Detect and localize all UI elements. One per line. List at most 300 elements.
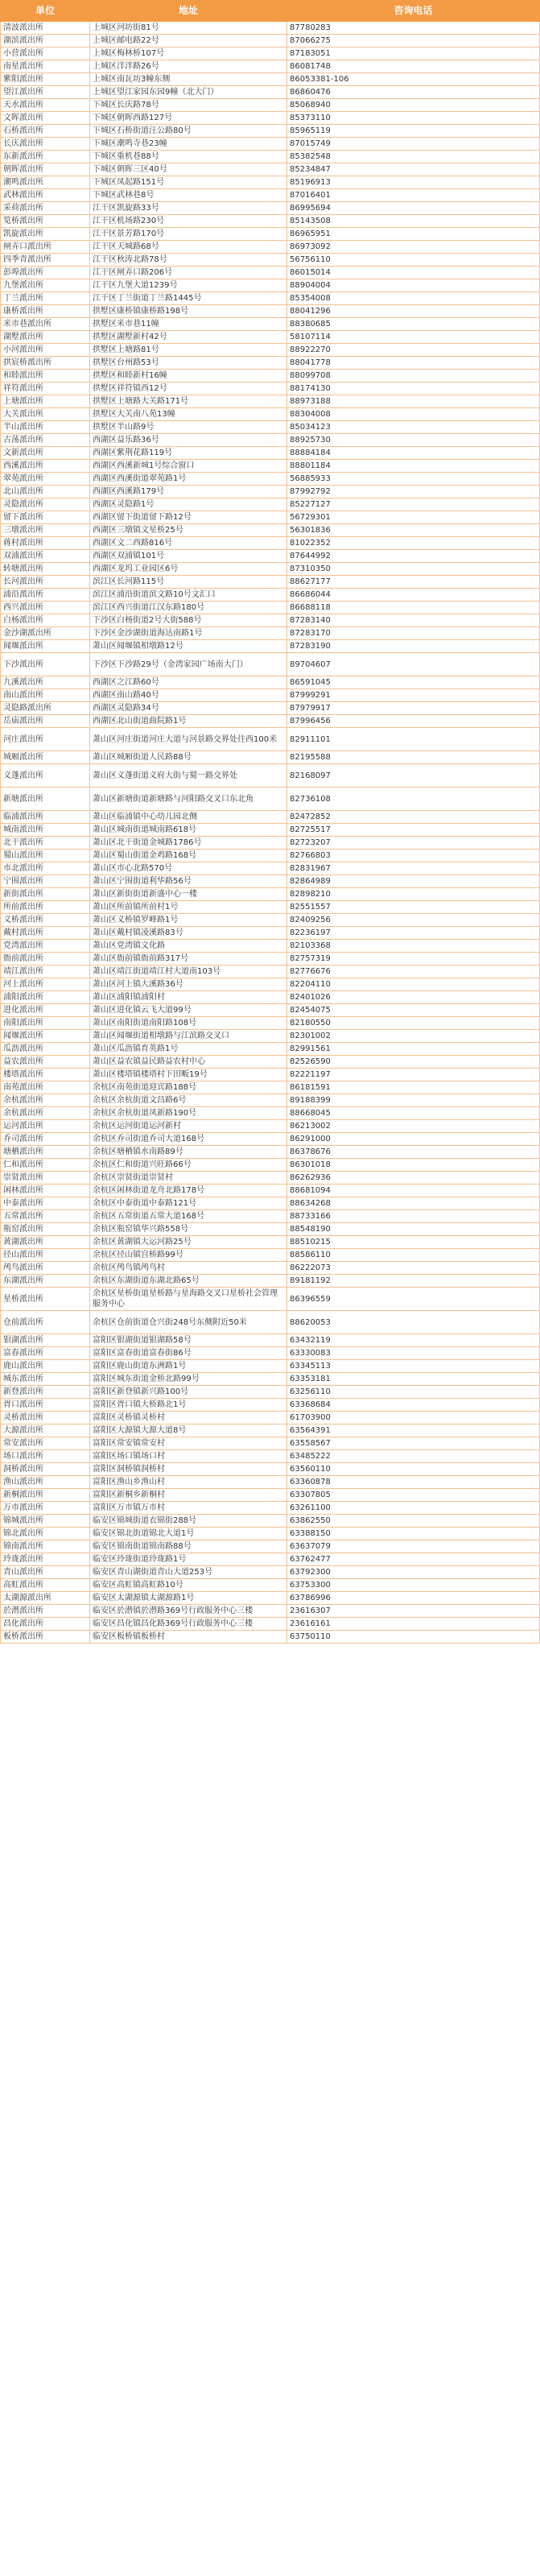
cell-unit: 新桐派出所	[1, 1489, 90, 1502]
cell-unit: 三墩派出所	[1, 524, 90, 537]
cell-address: 西湖区之江路60号	[90, 676, 287, 689]
cell-address: 西湖区西溪街道翠苑路1号	[90, 473, 287, 486]
table-row	[1, 751, 540, 764]
table-row	[1, 888, 540, 901]
cell-address: 余杭区径山镇宫桥路99号	[90, 1249, 287, 1262]
table-row	[1, 1094, 540, 1107]
cell-phone: 63564391	[287, 1424, 540, 1437]
cell-address: 西湖区益乐路36号	[90, 434, 287, 447]
cell-unit: 银湖派出所	[1, 1334, 90, 1347]
cell-address: 余杭区鸬鸟镇鸬鸟村	[90, 1262, 287, 1275]
cell-unit: 南山派出所	[1, 689, 90, 702]
table-row	[1, 1056, 540, 1069]
cell-unit: 闲林派出所	[1, 1185, 90, 1197]
table-row	[1, 22, 540, 35]
cell-unit: 城东派出所	[1, 1373, 90, 1386]
cell-unit: 采荷派出所	[1, 202, 90, 215]
cell-unit: 锦南派出所	[1, 1540, 90, 1553]
table-row	[1, 305, 540, 318]
table-row	[1, 1463, 540, 1476]
table-row	[1, 875, 540, 888]
table-row	[1, 370, 540, 382]
cell-phone: 85227127	[287, 498, 540, 511]
cell-unit: 益农派出所	[1, 1056, 90, 1069]
cell-address: 萧山区闻堰街道相墩路与江滨路交叉口	[90, 1030, 287, 1043]
cell-unit: 戴村派出所	[1, 927, 90, 940]
table-row	[1, 292, 540, 305]
cell-address: 临安区玲珑街道玲珑路1号	[90, 1553, 287, 1566]
table-row	[1, 862, 540, 875]
cell-address: 临安区青山湖街道青山大道253号	[90, 1566, 287, 1579]
table-row	[1, 640, 540, 653]
cell-unit: 九堡派出所	[1, 279, 90, 292]
cell-phone: 82526590	[287, 1056, 540, 1069]
cell-phone: 63786996	[287, 1592, 540, 1605]
cell-unit: 双浦派出所	[1, 550, 90, 563]
cell-unit: 河上派出所	[1, 978, 90, 991]
cell-unit: 大源派出所	[1, 1424, 90, 1437]
cell-phone: 88733166	[287, 1210, 540, 1223]
cell-address: 萧山区新塘街道新塘路与河阳路交叉口东北角	[90, 788, 287, 811]
cell-phone: 82898210	[287, 888, 540, 901]
cell-unit: 闸弄口派出所	[1, 241, 90, 254]
cell-address: 拱墅区米市巷11幢	[90, 318, 287, 331]
cell-address: 拱墅区上塘路81号	[90, 344, 287, 357]
cell-phone: 86262936	[287, 1172, 540, 1185]
cell-unit: 新塘派出所	[1, 788, 90, 811]
cell-unit: 所前派出所	[1, 901, 90, 914]
table-row	[1, 589, 540, 602]
cell-phone: 88620053	[287, 1311, 540, 1334]
table-row	[1, 486, 540, 498]
cell-address: 拱墅区半山路9号	[90, 421, 287, 434]
cell-unit: 灵隐路派出所	[1, 702, 90, 715]
cell-phone: 88904004	[287, 279, 540, 292]
cell-address: 临安区锦城街道衣锦街288号	[90, 1515, 287, 1528]
table-row	[1, 824, 540, 837]
table-row	[1, 901, 540, 914]
cell-phone: 88925730	[287, 434, 540, 447]
cell-unit: 市北派出所	[1, 862, 90, 875]
table-row	[1, 73, 540, 86]
cell-address: 富阳区城东街道金桥北路99号	[90, 1373, 287, 1386]
cell-unit: 清波派出所	[1, 22, 90, 35]
cell-unit: 西溪派出所	[1, 460, 90, 473]
cell-phone: 63558567	[287, 1437, 540, 1450]
cell-phone: 85143508	[287, 215, 540, 228]
cell-unit: 楼塔派出所	[1, 1069, 90, 1081]
cell-phone: 82911101	[287, 728, 540, 751]
table-row	[1, 1631, 540, 1644]
cell-address: 萧山区楼塔镇楼塔村下田畈19号	[90, 1069, 287, 1081]
cell-phone: 58107114	[287, 331, 540, 344]
cell-unit: 衙前派出所	[1, 953, 90, 965]
cell-unit: 白杨派出所	[1, 614, 90, 627]
cell-unit: 南星派出所	[1, 60, 90, 73]
table-row	[1, 241, 540, 254]
cell-address: 萧山区城南街道城南路618号	[90, 824, 287, 837]
cell-phone: 88548190	[287, 1223, 540, 1236]
table-row	[1, 1553, 540, 1566]
table-row	[1, 1311, 540, 1334]
table-row	[1, 991, 540, 1004]
cell-unit: 於潜派出所	[1, 1605, 90, 1618]
header-address: 地址	[90, 1, 287, 22]
table-row	[1, 702, 540, 715]
table-row	[1, 1120, 540, 1133]
table-row	[1, 676, 540, 689]
cell-phone: 63261100	[287, 1502, 540, 1515]
cell-phone: 88973188	[287, 395, 540, 408]
cell-address: 西湖区西溪新城1号综合窗口	[90, 460, 287, 473]
cell-address: 上城区南瓦坊3幢东侧	[90, 73, 287, 86]
table-row	[1, 1592, 540, 1605]
cell-address: 江干区秋涛北路78号	[90, 254, 287, 267]
cell-address: 临安区昌化镇昌化路369号行政服务中心三楼	[90, 1618, 287, 1631]
table-row	[1, 1133, 540, 1146]
cell-unit: 新登派出所	[1, 1386, 90, 1399]
table-row	[1, 1360, 540, 1373]
cell-unit: 岳庙派出所	[1, 715, 90, 728]
table-row	[1, 395, 540, 408]
table-row	[1, 408, 540, 421]
table-row	[1, 1540, 540, 1553]
cell-unit: 党湾派出所	[1, 940, 90, 953]
table-row	[1, 1081, 540, 1094]
cell-phone: 82864989	[287, 875, 540, 888]
header-unit: 单位	[1, 1, 90, 22]
cell-phone: 82454075	[287, 1004, 540, 1017]
cell-unit: 望江派出所	[1, 86, 90, 99]
cell-phone: 88099708	[287, 370, 540, 382]
table-row	[1, 1159, 540, 1172]
cell-phone: 63792300	[287, 1566, 540, 1579]
cell-unit: 浦阳派出所	[1, 991, 90, 1004]
cell-unit: 紫阳派出所	[1, 73, 90, 86]
cell-unit: 锦城派出所	[1, 1515, 90, 1528]
cell-unit: 南苑派出所	[1, 1081, 90, 1094]
table-row	[1, 357, 540, 370]
table-row	[1, 460, 540, 473]
cell-phone: 82723207	[287, 837, 540, 850]
cell-unit: 黄湖派出所	[1, 1236, 90, 1249]
cell-phone: 82180550	[287, 1017, 540, 1030]
cell-phone: 87283140	[287, 614, 540, 627]
cell-phone: 82301002	[287, 1030, 540, 1043]
cell-unit: 笕桥派出所	[1, 215, 90, 228]
cell-address: 萧山区临浦镇中心幼儿园北侧	[90, 811, 287, 824]
cell-unit: 石桥派出所	[1, 125, 90, 138]
table-row	[1, 1618, 540, 1631]
cell-phone: 63345113	[287, 1360, 540, 1373]
table-row	[1, 576, 540, 589]
cell-unit: 太湖源派出所	[1, 1592, 90, 1605]
cell-unit: 场口派出所	[1, 1450, 90, 1463]
cell-phone: 86181591	[287, 1081, 540, 1094]
cell-unit: 四季青派出所	[1, 254, 90, 267]
cell-phone: 82757319	[287, 953, 540, 965]
cell-address: 余杭区中泰街道中泰路121号	[90, 1197, 287, 1210]
cell-unit: 北山派出所	[1, 486, 90, 498]
table-row	[1, 498, 540, 511]
cell-unit: 蜀山派出所	[1, 850, 90, 862]
cell-unit: 东湖派出所	[1, 1275, 90, 1288]
cell-address: 临安区太湖源镇太湖源路1号	[90, 1592, 287, 1605]
cell-phone: 63330083	[287, 1347, 540, 1360]
table-row	[1, 189, 540, 202]
table-row	[1, 163, 540, 176]
table-row	[1, 627, 540, 640]
cell-unit: 朝晖派出所	[1, 163, 90, 176]
cell-phone: 88586110	[287, 1249, 540, 1262]
cell-unit: 靖江派出所	[1, 965, 90, 978]
cell-address: 萧山区北干街道金城路1786号	[90, 837, 287, 850]
cell-unit: 宁围派出所	[1, 875, 90, 888]
cell-unit: 武林派出所	[1, 189, 90, 202]
table-row	[1, 1069, 540, 1081]
cell-address: 余杭区仓前街道仓兴街248号东侧附近50米	[90, 1311, 287, 1334]
cell-unit: 万市派出所	[1, 1502, 90, 1515]
cell-phone: 82472852	[287, 811, 540, 824]
table-row	[1, 112, 540, 125]
table-row	[1, 1210, 540, 1223]
cell-unit: 下沙派出所	[1, 653, 90, 676]
cell-phone: 87996456	[287, 715, 540, 728]
cell-phone: 82401026	[287, 991, 540, 1004]
cell-address: 萧山区浦阳镇浦阳村	[90, 991, 287, 1004]
table-row	[1, 550, 540, 563]
cell-unit: 五常派出所	[1, 1210, 90, 1223]
cell-phone: 87979917	[287, 702, 540, 715]
cell-address: 下沙区白杨街道2号大街588号	[90, 614, 287, 627]
table-row	[1, 151, 540, 163]
table-row	[1, 1172, 540, 1185]
cell-address: 西湖区南山路40号	[90, 689, 287, 702]
cell-unit: 小河派出所	[1, 344, 90, 357]
cell-unit: 富春派出所	[1, 1347, 90, 1360]
cell-address: 临安区高虹镇高虹路10号	[90, 1579, 287, 1592]
cell-phone: 86213002	[287, 1120, 540, 1133]
cell-address: 滨江区西兴街道江汉东路180号	[90, 602, 287, 614]
cell-address: 西湖区紫荆花路119号	[90, 447, 287, 460]
cell-address: 西湖区灵隐路34号	[90, 702, 287, 715]
cell-address: 拱墅区台州路53号	[90, 357, 287, 370]
cell-unit: 转塘派出所	[1, 563, 90, 576]
cell-phone: 87015749	[287, 138, 540, 151]
cell-address: 余杭区闲林街道龙舟北路178号	[90, 1185, 287, 1197]
cell-unit: 长河派出所	[1, 576, 90, 589]
table-row	[1, 811, 540, 824]
cell-address: 富阳区新桐乡新桐村	[90, 1489, 287, 1502]
table-row	[1, 331, 540, 344]
cell-unit: 湖滨派出所	[1, 35, 90, 48]
cell-unit: 灵隐派出所	[1, 498, 90, 511]
cell-address: 余杭区崇贤街道崇贤村	[90, 1172, 287, 1185]
cell-phone: 56301836	[287, 524, 540, 537]
cell-unit: 城厢派出所	[1, 751, 90, 764]
cell-address: 江干区机场路230号	[90, 215, 287, 228]
cell-phone: 56885933	[287, 473, 540, 486]
table-row	[1, 473, 540, 486]
cell-unit: 塘栖派出所	[1, 1146, 90, 1159]
table-row	[1, 965, 540, 978]
table-row	[1, 1262, 540, 1275]
cell-address: 西湖区三墩镇文星桥25号	[90, 524, 287, 537]
cell-address: 拱墅区上塘路大关路171号	[90, 395, 287, 408]
cell-unit: 义蓬派出所	[1, 764, 90, 788]
table-row	[1, 1399, 540, 1412]
table-body	[1, 22, 540, 1644]
cell-address: 西湖区双浦镇101号	[90, 550, 287, 563]
cell-phone: 87283170	[287, 627, 540, 640]
cell-phone: 82766803	[287, 850, 540, 862]
cell-phone: 56756110	[287, 254, 540, 267]
table-row	[1, 837, 540, 850]
cell-phone: 63307805	[287, 1489, 540, 1502]
table-header-row	[1, 1, 540, 22]
cell-phone: 88041296	[287, 305, 540, 318]
table-row	[1, 176, 540, 189]
cell-phone: 23616307	[287, 1605, 540, 1618]
cell-address: 江干区景芳路170号	[90, 228, 287, 241]
cell-unit: 丁兰派出所	[1, 292, 90, 305]
cell-unit: 闻堰派出所	[1, 640, 90, 653]
cell-phone: 82409256	[287, 914, 540, 927]
cell-phone: 88510215	[287, 1236, 540, 1249]
cell-unit: 城南派出所	[1, 824, 90, 837]
cell-unit: 玲珑派出所	[1, 1553, 90, 1566]
cell-phone: 82221197	[287, 1069, 540, 1081]
cell-phone: 82103368	[287, 940, 540, 953]
cell-phone: 82168097	[287, 764, 540, 788]
table-row	[1, 382, 540, 395]
cell-address: 萧山区益农镇益民路益农村中心	[90, 1056, 287, 1069]
cell-phone: 87066275	[287, 35, 540, 48]
cell-address: 江干区闸弄口路206号	[90, 267, 287, 279]
cell-phone: 85354008	[287, 292, 540, 305]
cell-phone: 63360878	[287, 1476, 540, 1489]
cell-unit: 米市巷派出所	[1, 318, 90, 331]
cell-phone: 86015014	[287, 267, 540, 279]
cell-phone: 85234847	[287, 163, 540, 176]
cell-unit: 祥符派出所	[1, 382, 90, 395]
cell-address: 萧山区河庄街道河庄大道与河景路交界处往西100米	[90, 728, 287, 751]
cell-address: 西湖区灵隐路1号	[90, 498, 287, 511]
cell-unit: 九溪派出所	[1, 676, 90, 689]
cell-unit: 文新派出所	[1, 447, 90, 460]
cell-unit: 鹿山派出所	[1, 1360, 90, 1373]
cell-address: 萧山区瓜沥镇育英路1号	[90, 1043, 287, 1056]
cell-unit: 潮鸣派出所	[1, 176, 90, 189]
table-row	[1, 715, 540, 728]
cell-unit: 闻堰派出所	[1, 1030, 90, 1043]
table-row	[1, 1515, 540, 1528]
cell-address: 萧山区闻堰镇相墩路12号	[90, 640, 287, 653]
cell-unit: 渔山派出所	[1, 1476, 90, 1489]
table-row	[1, 1412, 540, 1424]
cell-address: 余杭区余杭街道凤新路190号	[90, 1107, 287, 1120]
cell-phone: 86222073	[287, 1262, 540, 1275]
cell-phone: 89704607	[287, 653, 540, 676]
table-row	[1, 940, 540, 953]
table-row	[1, 1334, 540, 1347]
cell-phone: 86081748	[287, 60, 540, 73]
cell-phone: 63485222	[287, 1450, 540, 1463]
cell-unit: 常安派出所	[1, 1437, 90, 1450]
table-row	[1, 602, 540, 614]
table-row	[1, 1424, 540, 1437]
cell-phone: 63762477	[287, 1553, 540, 1566]
table-row	[1, 1502, 540, 1515]
table-row	[1, 537, 540, 550]
cell-unit: 运河派出所	[1, 1120, 90, 1133]
cell-phone: 88884184	[287, 447, 540, 460]
cell-phone: 86995694	[287, 202, 540, 215]
cell-phone: 85373110	[287, 112, 540, 125]
table-row	[1, 267, 540, 279]
table-row	[1, 215, 540, 228]
table-row	[1, 48, 540, 60]
cell-address: 富阳区大源镇大源大道8号	[90, 1424, 287, 1437]
cell-address: 富阳区银湖街道银湖路58号	[90, 1334, 287, 1347]
table-row	[1, 1450, 540, 1463]
cell-address: 滨江区浦沿街道滨文路10号文汇口	[90, 589, 287, 602]
cell-phone: 82831967	[287, 862, 540, 875]
table-row	[1, 254, 540, 267]
cell-address: 富阳区胥口镇大桥路北1号	[90, 1399, 287, 1412]
cell-unit: 康桥派出所	[1, 305, 90, 318]
cell-phone: 82195588	[287, 751, 540, 764]
cell-address: 上城区河坊街81号	[90, 22, 287, 35]
cell-phone: 61703900	[287, 1412, 540, 1424]
cell-address: 萧山区新街街道新盛中心一楼	[90, 888, 287, 901]
table-row	[1, 138, 540, 151]
table-row	[1, 953, 540, 965]
cell-address: 江干区天城路68号	[90, 241, 287, 254]
cell-address: 余杭区仁和街道兴旺路66号	[90, 1159, 287, 1172]
cell-address: 江干区九堡大道1239号	[90, 279, 287, 292]
cell-address: 临安区板桥镇板桥村	[90, 1631, 287, 1644]
cell-address: 萧山区党湾镇文化路	[90, 940, 287, 953]
cell-address: 富阳区渔山乡渔山村	[90, 1476, 287, 1489]
table-row	[1, 614, 540, 627]
table-row	[1, 421, 540, 434]
table-row	[1, 1030, 540, 1043]
table-row	[1, 914, 540, 927]
cell-phone: 88174130	[287, 382, 540, 395]
cell-phone: 82204110	[287, 978, 540, 991]
cell-address: 余杭区运河街道运河新村	[90, 1120, 287, 1133]
cell-address: 西湖区北山街道曲院路1号	[90, 715, 287, 728]
cell-phone: 86378676	[287, 1146, 540, 1159]
table-row	[1, 228, 540, 241]
cell-address: 西湖区文二西路816号	[90, 537, 287, 550]
table-row	[1, 125, 540, 138]
cell-unit: 大关派出所	[1, 408, 90, 421]
header-phone: 咨询电话	[287, 1, 540, 22]
cell-unit: 洞桥派出所	[1, 1463, 90, 1476]
table-row	[1, 1223, 540, 1236]
cell-phone: 89188399	[287, 1094, 540, 1107]
table-row	[1, 563, 540, 576]
cell-unit: 瓜沥派出所	[1, 1043, 90, 1056]
cell-unit: 金沙湖派出所	[1, 627, 90, 640]
cell-address: 临安区锦南街道锦南路88号	[90, 1540, 287, 1553]
table-row	[1, 524, 540, 537]
cell-unit: 北干派出所	[1, 837, 90, 850]
cell-unit: 青山派出所	[1, 1566, 90, 1579]
cell-phone: 82551557	[287, 901, 540, 914]
